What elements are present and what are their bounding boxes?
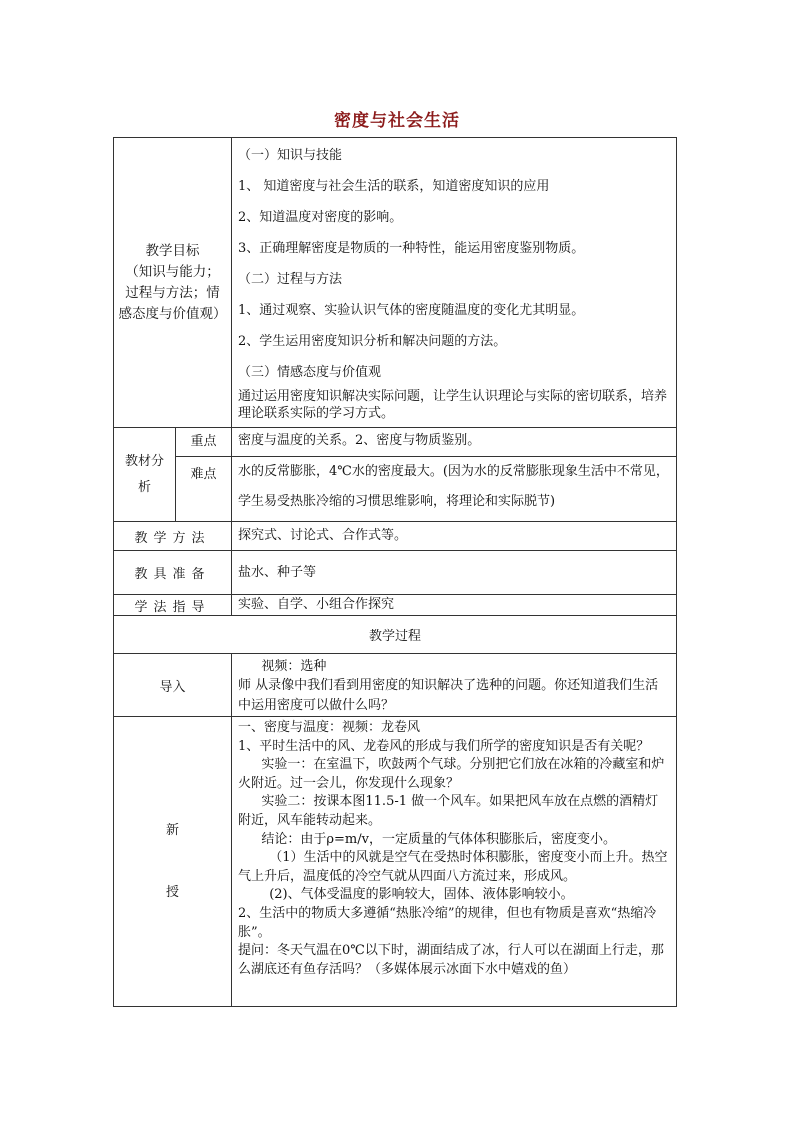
new-lesson-content [232, 717, 677, 1007]
objectives-line: 通过运用密度知识解决实际问题，让学生认识理论与实际的密切联系，培养理论联系实际的学习方式。 [238, 389, 668, 421]
key-point-text: 密度与温度的关系。2、密度与物质鉴别。 [232, 428, 677, 457]
lesson-plan-table [113, 137, 677, 1007]
new-lesson-label [114, 717, 232, 1007]
study-text: 实验、自学、小组合作探究 [232, 595, 677, 616]
method-row [114, 522, 677, 551]
process-header-row [114, 616, 677, 654]
intro-row [114, 654, 677, 717]
objectives-line: 1、 知道密度与社会生活的联系，知道密度知识的应用 [238, 179, 550, 194]
new-lesson-label-line: 授 [165, 884, 179, 900]
intro-line: 视频：选种 [261, 659, 327, 674]
equipment-row [114, 551, 677, 595]
objectives-line: 3、正确理解密度是物质的一种特性，能运用密度鉴别物质。 [238, 241, 585, 256]
intro-label: 导入 [114, 654, 232, 717]
new-lesson-line: 一、密度与温度：视频：龙卷风 [238, 720, 421, 735]
objectives-label-line: 教学目标 [145, 242, 200, 259]
key-point-row [114, 428, 677, 457]
new-lesson-line: 结论：由于ρ=m/v，一定质量的气体体积膨胀后，密度变小。 [261, 831, 616, 847]
objectives-label-line: （知识与能力； [125, 263, 220, 280]
objectives-line: （一）知识与技能 [238, 148, 343, 163]
material-label [114, 428, 176, 522]
new-lesson-line: （1）生活中的风就是空气在受热时体积膨胀，密度变小而上升。热空气上升后，温度低的冷空气就从四面八方流过来，形成风。 [238, 850, 668, 884]
new-lesson-row [114, 717, 677, 1007]
key-point-label: 重点 [176, 428, 232, 457]
objectives-label-line: 感态度与价值观） [118, 305, 227, 322]
objectives-content [232, 138, 677, 428]
objectives-line: 2、学生运用密度知识分析和解决问题的方法。 [238, 334, 507, 349]
method-label: 教学方法 [114, 522, 232, 551]
objectives-line: （三）情感态度与价值观 [238, 365, 382, 380]
new-lesson-line: (2)、气体受温度的影响较大，固体、液体影响较小。 [269, 887, 574, 903]
difficulty-row [114, 457, 677, 522]
study-row [114, 595, 677, 616]
material-label-line: 教材分 [124, 453, 164, 469]
equipment-text: 盐水、种子等 [232, 551, 677, 595]
objectives-row [114, 138, 677, 428]
objectives-line: 1、通过观察、实验认识气体的密度随温度的变化尤其明显。 [238, 303, 585, 318]
difficulty-text: 水的反常膨胀，4℃水的密度最大。(因为水的反常膨胀现象生活中不常见，学生易受热胀冷缩的习惯思维影响，将理论和实际脱节) [232, 457, 677, 522]
page-title: 密度与社会生活 [334, 111, 460, 131]
material-label-line: 析 [137, 479, 151, 495]
study-label: 学法指导 [114, 595, 232, 616]
objectives-label-line: 过程与方法；情 [125, 284, 220, 301]
new-lesson-line: 实验二：按课本图11.5-1 做一个风车。如果把风车放在点燃的酒精灯附近，风车能转动起来。 [238, 794, 659, 828]
new-lesson-line: 实验一：在室温下，吹鼓两个气球。分别把它们放在冰箱的冷藏室和炉火附近。过一会儿，你发现什么现象？ [238, 757, 665, 791]
intro-line: 师 从录像中我们看到用密度的知识解决了选种的问题。你还知道我们生活中运用密度可以做什么吗？ [238, 678, 659, 713]
new-lesson-line: 2、生活中的物质大多遵循“热胀冷缩”的规律，但也有物质是喜欢“热缩冷胀”。 [238, 905, 657, 940]
process-header: 教学过程 [114, 616, 677, 654]
difficulty-label: 难点 [176, 457, 232, 522]
intro-content [232, 654, 677, 717]
method-text: 探究式、讨论式、合作式等。 [232, 522, 677, 551]
equipment-label: 教具准备 [114, 551, 232, 595]
objectives-line: （二）过程与方法 [238, 272, 343, 287]
new-lesson-label-line: 新 [165, 822, 179, 838]
new-lesson-line: 提问：冬天气温在0℃以下时，湖面结成了冰，行人可以在湖面上行走，那么湖底还有鱼存活吗？（多媒体展示冰面下水中嬉戏的鱼） [238, 943, 664, 977]
new-lesson-line: 1、平时生活中的风、龙卷风的形成与我们所学的密度知识是否有关呢？ [238, 738, 650, 754]
objectives-line: 2、知道温度对密度的影响。 [238, 210, 403, 225]
objectives-label [114, 138, 232, 428]
